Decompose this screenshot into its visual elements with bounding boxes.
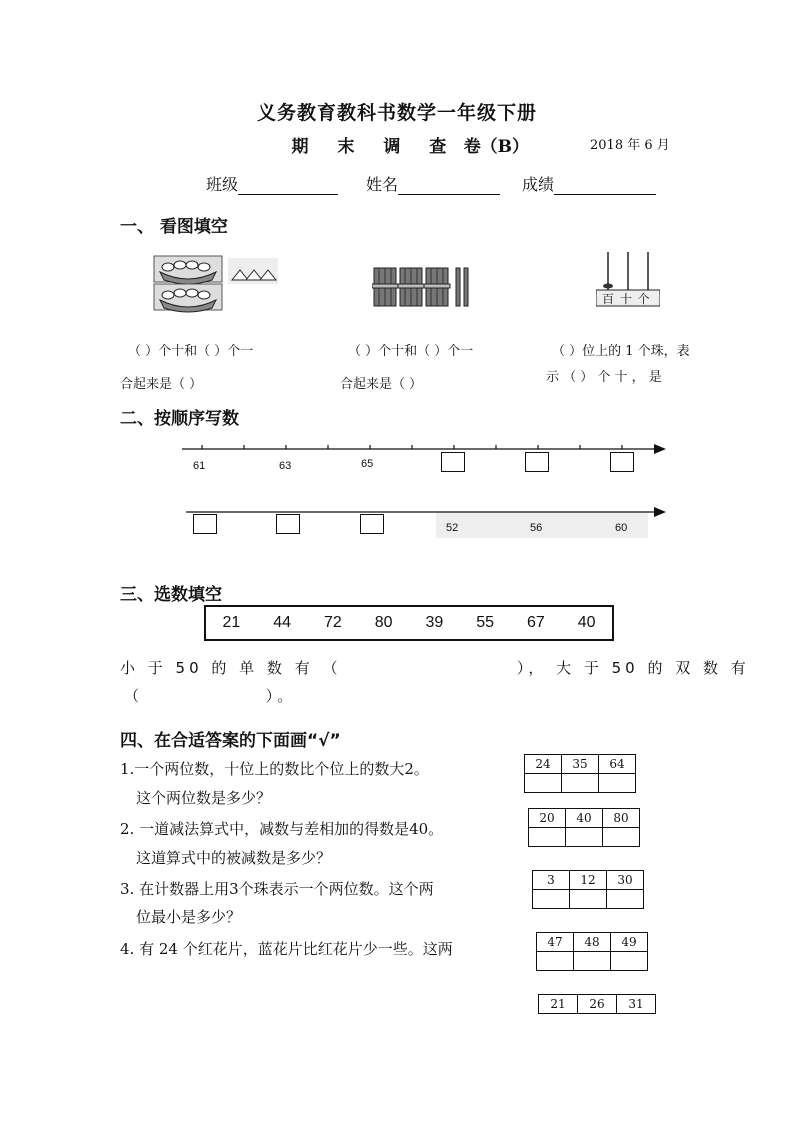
question-2-line2: 这道算式中的被减数是多少？ — [136, 849, 332, 867]
check-cell[interactable] — [525, 774, 562, 793]
class-label: 班级 — [206, 175, 239, 194]
tick-label: 60 — [615, 522, 628, 534]
check-cell[interactable] — [611, 952, 648, 971]
option: 26 — [578, 995, 617, 1014]
answer-table-1 — [524, 754, 636, 793]
class-field[interactable] — [206, 172, 338, 195]
option: 21 — [539, 995, 578, 1014]
stick-bundle-icon — [398, 268, 424, 306]
question-3-line2: 位最小是多少？ — [136, 908, 242, 926]
answer-box[interactable] — [193, 514, 217, 534]
question-2-line1: 2. 一道减法算式中，减数与差相加的得数是40。 — [120, 820, 444, 838]
basket-icon — [154, 256, 222, 284]
stick-bundle-icon — [424, 268, 450, 306]
answer-box[interactable] — [441, 452, 465, 472]
q3-line1: （ ）位上的 1 个珠，表 — [552, 344, 690, 359]
baskets-picture — [150, 252, 282, 314]
answer-table-3 — [532, 870, 644, 909]
tick-label: 61 — [193, 460, 206, 472]
check-cell[interactable] — [603, 828, 640, 847]
check-cell[interactable] — [537, 952, 574, 971]
option: 30 — [607, 871, 644, 890]
section3-heading: 三、选数填空 — [120, 585, 222, 605]
option: 35 — [562, 755, 599, 774]
answer-box[interactable] — [610, 452, 634, 472]
name-label: 姓名 — [366, 175, 399, 194]
option: 47 — [537, 933, 574, 952]
check-cell[interactable] — [570, 890, 607, 909]
check-cell[interactable] — [529, 828, 566, 847]
subtitle-char: 调 — [383, 137, 401, 157]
number-line-2 — [180, 503, 670, 523]
question-3-line1: 3. 在计数器上用3个珠表示一个两位数。这个两 — [120, 880, 434, 898]
choice-number: 44 — [273, 614, 292, 631]
option: 48 — [574, 933, 611, 952]
option: 3 — [533, 871, 570, 890]
abacus-labels: 百 十 个 — [602, 292, 651, 306]
option: 24 — [525, 755, 562, 774]
option: 64 — [599, 755, 636, 774]
single-fruits-icon — [228, 258, 278, 284]
check-cell[interactable] — [566, 828, 603, 847]
option: 49 — [611, 933, 648, 952]
question-4-line1: 4. 有 24 个红花片，蓝花片比红花片少一些。这两 — [120, 940, 453, 958]
stick-bundle-icon — [372, 268, 398, 306]
check-cell[interactable] — [533, 890, 570, 909]
abacus-bead — [603, 284, 613, 289]
tick-label: 63 — [279, 460, 292, 472]
tick-label: 65 — [361, 458, 374, 470]
subtitle-char: 末 — [337, 137, 355, 157]
answer-box[interactable] — [276, 514, 300, 534]
q1-line2: 合起来是（ ） — [120, 377, 203, 392]
subtitle-char: 查 — [429, 137, 447, 157]
check-cell[interactable] — [574, 952, 611, 971]
q1-line1: （ ）个十和（ ）个一 — [128, 344, 254, 359]
subtitle-char: 期 — [291, 137, 309, 157]
tick-label: 56 — [530, 522, 543, 534]
basket-icon — [154, 284, 222, 312]
number-line-1 — [180, 440, 670, 460]
fill-line-2: （ ）。 — [124, 687, 297, 705]
tick-label: 52 — [446, 522, 459, 534]
answer-table-4 — [536, 932, 648, 971]
choice-number: 72 — [323, 614, 342, 631]
choice-number: 80 — [374, 614, 393, 631]
name-blank[interactable] — [398, 178, 500, 195]
single-sticks-icon — [456, 268, 468, 306]
fill-line-1: 小 于 50 的 单 数 有 （ ）， 大 于 50 的 双 数 有 — [120, 659, 750, 677]
choice-number: 40 — [577, 614, 596, 631]
answer-box[interactable] — [525, 452, 549, 472]
q2-line1: （ ）个十和（ ）个一 — [348, 344, 474, 359]
option: 40 — [566, 809, 603, 828]
choice-number: 39 — [425, 614, 444, 631]
score-field[interactable] — [522, 172, 656, 195]
choice-number: 55 — [476, 614, 495, 631]
document-title: 义务教育教科书数学一年级下册 — [256, 102, 537, 124]
option: 31 — [617, 995, 656, 1014]
class-blank[interactable] — [238, 178, 338, 195]
option: 80 — [603, 809, 640, 828]
answer-box[interactable] — [360, 514, 384, 534]
answer-table-5 — [538, 994, 656, 1014]
section2-heading: 二、按顺序写数 — [120, 409, 239, 429]
answer-table-2 — [528, 808, 640, 847]
score-label: 成绩 — [522, 175, 555, 194]
subtitle-char: 卷（B） — [463, 137, 530, 157]
stick-bundles-picture — [372, 264, 472, 308]
section1-heading: 一、 看图填空 — [120, 217, 228, 237]
check-cell[interactable] — [607, 890, 644, 909]
number-choices-box — [204, 605, 614, 641]
exam-date: 2018 年 6 月 — [590, 138, 670, 153]
name-field[interactable] — [366, 172, 500, 195]
choice-number: 21 — [222, 614, 241, 631]
q3-line2: 示 （ ） 个 十 ， 是 — [546, 370, 662, 385]
choice-number: 67 — [526, 614, 545, 631]
check-cell[interactable] — [562, 774, 599, 793]
section4-heading: 四、在合适答案的下面画“√” — [120, 731, 341, 751]
option: 12 — [570, 871, 607, 890]
question-1-line1: 1.一个两位数，十位上的数比个位上的数大2。 — [120, 760, 429, 778]
check-cell[interactable] — [599, 774, 636, 793]
score-blank[interactable] — [554, 178, 656, 195]
question-1-line2: 这个两位数是多少？ — [136, 789, 272, 807]
option: 20 — [529, 809, 566, 828]
exam-subtitle — [280, 132, 529, 157]
q2-line2: 合起来是（ ） — [340, 377, 423, 392]
